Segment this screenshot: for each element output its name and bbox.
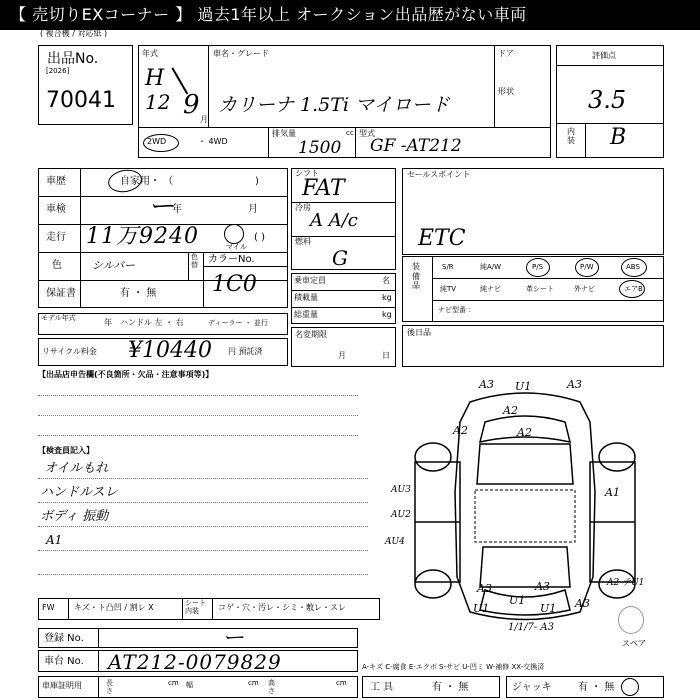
score-value: 3.5	[588, 86, 627, 114]
mark-hood-a2: A2	[517, 426, 532, 439]
ac-value: A A/c	[310, 210, 358, 231]
history-label: 車歴	[46, 176, 66, 187]
cert-box	[38, 676, 358, 698]
chassis-value: AT212-0079829	[108, 650, 282, 674]
mark-left-door-au3: AU3	[391, 485, 411, 495]
shift-label: シフト	[295, 169, 319, 178]
seat-label: シート内装	[185, 599, 206, 615]
capacity-unit-1: 名	[382, 276, 390, 285]
inspector-note-4: A1	[46, 533, 63, 547]
jack-none-circle	[621, 678, 639, 696]
equip-navi: 純ナビ	[480, 285, 501, 293]
cert-height-unit: cm	[336, 679, 347, 687]
mark-left-rear-au4: AU4	[385, 537, 405, 547]
color-code-value: 1C0	[212, 272, 257, 297]
recycle-unit: 円 預託済	[228, 347, 263, 356]
color-value: シルバー	[92, 259, 135, 272]
warranty-label: 保証書	[46, 288, 76, 299]
mark-grille-a2: A2	[503, 404, 518, 417]
fw-items: キズ・ト凸凹 / 割レ X	[74, 603, 154, 612]
equip-ps-circle	[526, 258, 550, 277]
tools-label: 工 具	[370, 682, 394, 693]
fw-label: FW	[42, 603, 55, 612]
registration-box	[38, 626, 358, 651]
cert-label: 車庫証明用	[42, 681, 82, 690]
displacement-value: 1500	[298, 138, 342, 158]
wheel-front-left	[415, 443, 451, 471]
shape-label: 形状	[498, 87, 514, 96]
cert-width: 幅	[186, 681, 193, 689]
inspector-note-3: ボディ 振動	[40, 509, 109, 524]
wheel-rear-left	[415, 570, 451, 598]
mileage-paren: ( )	[254, 232, 265, 243]
mark-left-fender-a2: A2	[453, 424, 468, 437]
mileage-unit-circle	[224, 224, 244, 244]
capacity-unit-2: kg	[382, 293, 392, 302]
equip-abs-circle	[621, 258, 647, 277]
warranty-value: 有 ・ 無	[120, 288, 157, 299]
year-era: H	[145, 66, 165, 91]
seat-items: コゲ・穴・汚レ・シミ・敷レ・スレ	[218, 603, 346, 612]
equip-leather: 革シート	[526, 285, 554, 293]
dealer-value: ディーラー ・ 並行	[208, 319, 268, 327]
mark-front-left-a3: A3	[479, 378, 494, 391]
inspector-note-1: オイルもれ	[44, 461, 109, 476]
mark-trunk-a3: A3	[535, 580, 550, 593]
door-label: ドア	[498, 49, 514, 58]
drive-2wd: 2WD	[147, 137, 167, 146]
jack-value: 有 ・ 無	[578, 682, 615, 693]
inspection-year-unit: 年	[172, 204, 182, 215]
color-side-label: 色替	[191, 253, 198, 269]
tools-value: 有 ・ 無	[432, 682, 469, 693]
equip-ps: P/S	[532, 263, 544, 271]
spare-label: スペア	[622, 639, 646, 648]
shift-value: FAT	[302, 176, 345, 201]
year-value: 12	[145, 90, 171, 114]
jack-label: ジャッキ	[512, 682, 552, 693]
displacement-label: 排気量	[272, 129, 296, 138]
interior-label: 内装	[567, 127, 575, 145]
equip-ext-navi: 外ナビ	[574, 285, 595, 293]
equip-pw: P/W	[580, 263, 594, 271]
registration-label: 登録 No.	[44, 633, 84, 644]
mileage-value: 11万9240	[86, 224, 199, 249]
type-value: GF -AT212	[370, 136, 462, 156]
chassis-label: 車台 No.	[44, 656, 84, 667]
after-date-label: 後日品	[407, 328, 431, 337]
model-year-label: モデル年式	[41, 314, 76, 322]
year-month: 9	[183, 90, 200, 120]
type-label: 型式	[359, 129, 375, 138]
inspection-month-unit: 月	[248, 204, 258, 215]
hood-panel	[477, 444, 573, 484]
declaration-label: 【出品店申告欄(不良箇所・欠品・注意事項等)】	[38, 370, 214, 379]
fuel-value: G	[332, 246, 348, 270]
equip-airbag: エアB	[624, 285, 643, 293]
capacity-row-1: 乗車定員	[294, 276, 326, 285]
mileage-label: 走行	[46, 232, 66, 243]
sales-point-label: セールスポイント	[407, 170, 471, 179]
year-label: 年式	[142, 49, 158, 58]
inspector-note-2: ハンドルスレ	[40, 485, 118, 500]
recycle-label: リサイクル料金	[42, 347, 97, 356]
name-change-day: 日	[382, 351, 390, 360]
model-label: 車名・グレード	[213, 49, 269, 58]
model-value: カリーナ 1.5Ti マイロード	[218, 94, 450, 116]
fuel-label: 燃料	[295, 237, 311, 246]
capacity-unit-3: kg	[382, 310, 392, 319]
navi-model-label: ナビ型番 ：	[438, 306, 476, 314]
mark-front-u1: U1	[515, 380, 532, 393]
color-label: 色	[52, 260, 62, 271]
capacity-row-2: 積載量	[294, 293, 318, 302]
wheel-front-right	[599, 443, 635, 471]
sales-point-value: ETC	[418, 226, 466, 251]
equip-pw-circle	[575, 258, 599, 277]
spare-tire-icon	[618, 606, 644, 634]
ac-label: 冷房	[295, 203, 311, 212]
mark-right-rear-a2u1: A2 テU1	[607, 578, 645, 588]
equipment-label: 装備品	[412, 262, 420, 291]
name-change-label: 名変期限	[295, 330, 327, 339]
mark-right-door-a1: A1	[605, 486, 620, 499]
equip-abs: ABS	[626, 263, 640, 271]
mark-left-door-au2: AU2	[391, 510, 411, 520]
registration-value: ー	[222, 626, 245, 651]
drive-4wd: ・ 4WD	[198, 137, 228, 146]
lot-year-tag: [2026]	[46, 67, 70, 75]
score-label: 評価点	[592, 51, 616, 60]
mark-front-right-a3: A3	[567, 378, 582, 391]
equip-airbag-circle	[619, 280, 645, 298]
mileage-unit: マイル	[226, 243, 247, 251]
banner: 【 売切りEXコーナー 】 過去1年以上 オークション出品歴がない車両	[0, 0, 700, 30]
name-change-month: 月	[338, 351, 346, 360]
mark-left-bumper-u1: U1	[473, 602, 490, 615]
inspection-label: 車検	[46, 204, 66, 215]
after-date-box	[402, 325, 664, 367]
rear-note: 1/1/7- A3	[508, 622, 554, 633]
history-value: 自家用・ （	[120, 176, 174, 187]
top-note: ( 複合機 / 対応紙 )	[40, 29, 108, 38]
lot-number: 70041	[46, 88, 116, 113]
year-month-suffix: 月	[200, 115, 208, 124]
cert-length: 長さ	[106, 679, 113, 695]
recycle-value: ¥10440	[128, 338, 212, 363]
model-year-unit: 年	[104, 318, 112, 327]
capacity-row-3: 総重量	[294, 310, 318, 319]
handle-value: ハンドル 左 ・ 右	[120, 318, 184, 327]
roof-panel	[475, 490, 575, 542]
color-code-label: カラーNo.	[208, 254, 255, 265]
mark-rear-right-a3: A3	[575, 597, 590, 610]
inspection-value: ー	[148, 192, 175, 222]
mark-bumper-u1: U1	[540, 602, 557, 615]
equip-sr: S/R	[442, 263, 454, 271]
cert-length-unit: cm	[168, 679, 179, 687]
inspector-label: 【検査員記入】	[38, 446, 94, 455]
lot-label: 出品No.	[47, 51, 99, 67]
equip-tv: 純TV	[440, 285, 457, 293]
mark-rear-u1: U1	[509, 594, 526, 607]
cert-height: 高さ	[268, 679, 275, 695]
history-close: )	[255, 176, 259, 187]
interior-value: B	[610, 125, 627, 150]
damage-legend: A-キズ C-腐食 E-エクボ S-サビ U-凹ミ W-補修 XX-交換済	[362, 663, 545, 671]
equip-alloy: 純A/W	[480, 263, 502, 271]
trunk-panel	[480, 547, 570, 587]
cert-width-unit: cm	[248, 679, 259, 687]
displacement-unit: cc	[346, 129, 354, 137]
mark-rear-left-a3: A3	[477, 582, 492, 595]
